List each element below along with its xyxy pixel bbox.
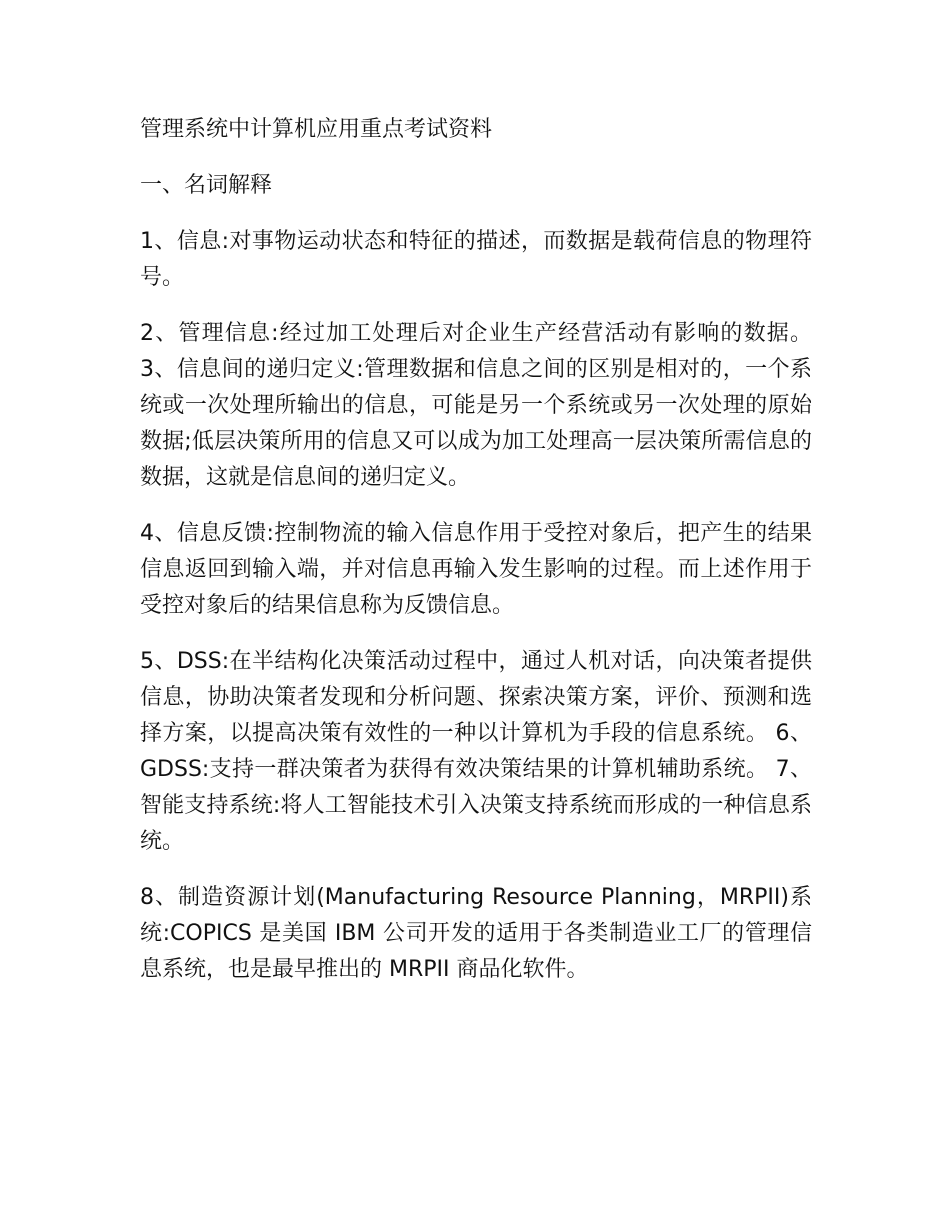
- paragraph-2: 2、管理信息:经过加工处理后对企业生产经营活动有影响的数据。 3、信息间的递归定义:管理数据和信息之间的区别是相对的，一个系统或一次处理所输出的信息，可能是另一个系统或另一次处理的原始数据;低层决策所用的信息又可以成为加工处理高一层决策所需信息的数据，这就是信息间的递归定义。: [140, 321, 812, 490]
- document-title: 管理系统中计算机应用重点考试资料: [140, 117, 493, 142]
- document-body: [140, 112, 812, 1008]
- paragraph-5: 8、制造资源计划(Manufacturing Resource Planning，MRPII)系统:COPICS 是美国 IBM 公司开发的适用于各类制造业工厂的管理信息系统，也是最早推出的 MRPII 商品化软件。: [140, 885, 812, 982]
- paragraph-4: 5、DSS:在半结构化决策活动过程中，通过人机对话，向决策者提供信息，协助决策者发现和分析问题、探索决策方案，评价、预测和选择方案，以提高决策有效性的一种以计算机为手段的信息系统。 6、GDSS:支持一群决策者为获得有效决策结果的计算机辅助系统。 7、智能支持系统:将人工智能技术引入决策支持系统而形成的一种信息系统。: [140, 649, 812, 854]
- paragraph-1: 1、信息:对事物运动状态和特征的描述，而数据是载荷信息的物理符号。: [140, 229, 812, 290]
- paragraph-3: 4、信息反馈:控制物流的输入信息作用于受控对象后，把产生的结果信息返回到输入端，并对信息再输入发生影响的过程。而上述作用于受控对象后的结果信息称为反馈信息。: [140, 521, 812, 618]
- section-heading: 一、名词解释: [140, 173, 273, 198]
